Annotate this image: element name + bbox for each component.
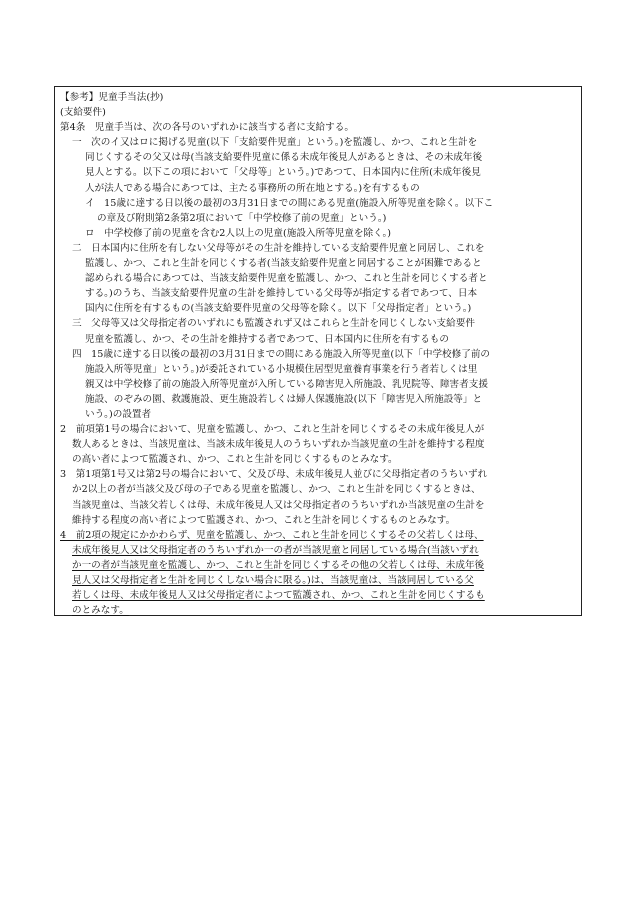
article-line: する。)のうち、当該支給要件児童の生計を維持している父母等が指定する者であつて、日本 xyxy=(85,288,478,300)
article-line: 認められる場合にあつては、当該支給要件児童を監護し、かつ、これと生計を同じくする者と xyxy=(85,273,488,285)
article-line: 当該児童は、当該父若しくは母、未成年後見人又は父母指定者のうちいずれか当該児童の生計を xyxy=(72,499,485,511)
article-line: 一 次のイ又はロに掲げる児童(以下「支給要件児童」という。)を監護し、かつ、これと生計を xyxy=(72,137,478,149)
article-line: 数人あるときは、当該児童は、当該未成年後見人のうちいずれか当該児童の生計を維持する程度 xyxy=(72,439,485,451)
article-line: 2 前項第1号の場合において、児童を監護し、かつ、これと生計を同じくするその未成年後見人が xyxy=(60,424,485,436)
article-line: 4 前2項の規定にかかわらず、児童を監護し、かつ、これと生計を同じくするその父若しくは母、 xyxy=(60,529,484,541)
article-line: 監護し、かつ、これと生計を同じくする者(当該支給要件児童と同居することが困難であると xyxy=(85,258,482,270)
article-line: 二 日本国内に住所を有しない父母等がその生計を維持している支給要件児童と同居し、これを xyxy=(72,242,485,254)
article-line: の章及び附則第2条第2項において「中学校修了前の児童」という。) xyxy=(97,212,387,224)
article-line: 見人とする。以下この項において「父母等」という。)であつて、日本国内に住所(未成年後見 xyxy=(85,167,481,179)
article-line: 施設、のぞみの園、救護施設、更生施設若しくは婦人保護施設(以下「障害児入所施設等」と xyxy=(85,393,483,405)
article-line: イ 15歳に達する日以後の最初の3月31日までの間にある児童(施設入所等児童を除く。以下こ xyxy=(85,197,494,209)
document-body xyxy=(60,90,576,618)
article-line: 維持する程度の高い者によつて監護され、かつ、これと生計を同じくするものとみなす。 xyxy=(72,514,456,526)
article-line: 三 父母等又は父母指定者のいずれにも監護されず又はこれらと生計を同じくしない支給要件 xyxy=(72,318,475,330)
article-text xyxy=(60,120,576,618)
article-line: 国内に住所を有するもの(当該支給要件児童の父母等を除く。以下「父母指定者」という。) xyxy=(85,303,472,315)
section-caption: (支給要件) xyxy=(60,107,106,119)
article-line: 見人又は父母指定者と生計を同じくしない場合に限る。)は、当該児童は、当該同居している父 xyxy=(72,575,474,586)
article-line: 若しくは母、未成年後見人又は父母指定者によつて監護され、かつ、これと生計を同じくするも xyxy=(72,590,485,602)
article-line: 第4条 児童手当は、次の各号のいずれかに該当する者に支給する。 xyxy=(60,122,354,134)
article-line: のとみなす。 xyxy=(72,605,129,617)
article-line: 未成年後見人又は父母指定者のうちいずれか一の者が当該児童と同居している場合(当該いずれ xyxy=(72,544,479,556)
document-heading: 【参考】児童手当法(抄) xyxy=(60,92,164,103)
article-line: 人が法人である場合にあつては、主たる事務所の所在地とする。)を有するもの xyxy=(85,182,420,194)
article-line: か一の者が当該児童を監護し、かつ、これと生計を同じくするその他の父若しくは母、未成年後 xyxy=(72,559,485,571)
article-line: 3 第1項第1号又は第2号の場合において、父及び母、未成年後見人並びに父母指定者のうちいずれ xyxy=(60,469,488,481)
article-line: 親又は中学校修了前の施設入所等児童が入所している障害児入所施設、乳児院等、障害者支援 xyxy=(85,378,488,390)
article-line: ロ 中学校修了前の児童を含む2人以上の児童(施設入所等児童を除く。) xyxy=(85,227,392,239)
article-line: いう。)の設置者 xyxy=(85,408,152,420)
article-line: 施設入所等児童」という。)が委託されている小規模住居型児童養育事業を行う者若しくは里 xyxy=(85,363,478,375)
article-line: の高い者によつて監護され、かつ、これと生計を同じくするものとみなす。 xyxy=(72,454,398,466)
article-line: 同じくするその父又は母(当該支給要件児童に係る未成年後見人があるときは、その未成年後 xyxy=(85,152,483,164)
article-line: 児童を監護し、かつ、その生計を維持する者であつて、日本国内に住所を有するもの xyxy=(85,333,449,345)
article-line: 四 15歳に達する日以後の最初の3月31日までの間にある施設入所等児童(以下「中学校修了前の xyxy=(72,348,491,360)
article-line: か2以上の者が当該父及び母の子である児童を監護し、かつ、これと生計を同じくするときは、 xyxy=(72,484,481,496)
